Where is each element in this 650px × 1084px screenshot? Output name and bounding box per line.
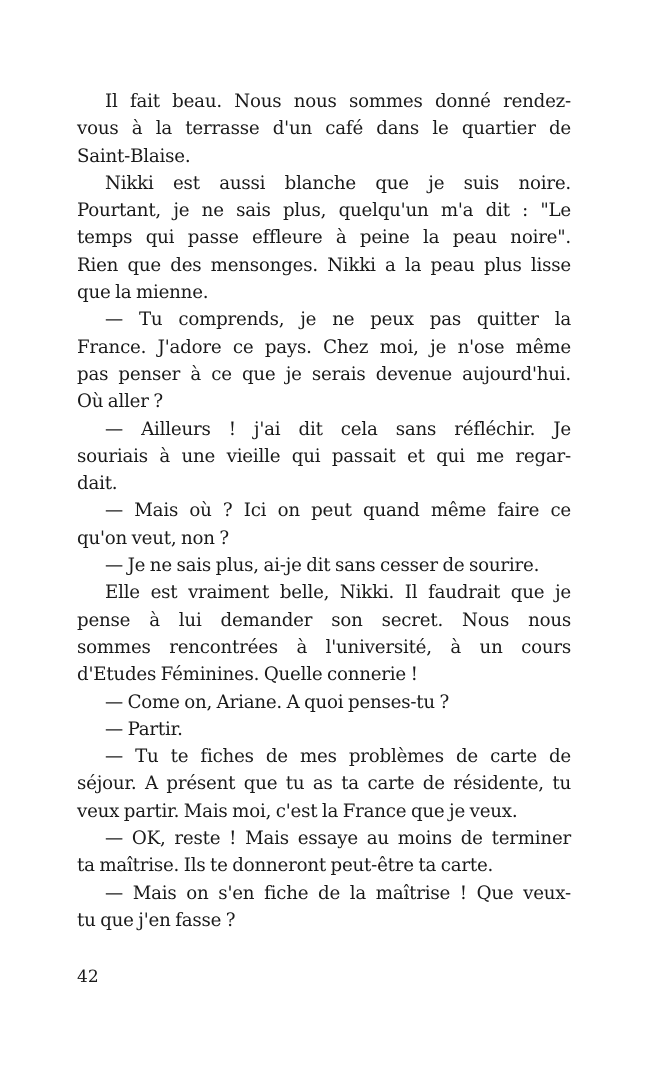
- text-line: — Mais on s'en fiche de la maîtrise ! Que veux-: [105, 882, 571, 904]
- text-line: Elle est vraiment belle, Nikki. Il faudrait que je: [105, 582, 571, 604]
- text-line: vous à la terrasse d'un café dans le quartier de: [77, 118, 571, 140]
- text-line: séjour. A présent que tu as ta carte de résidente, tu: [77, 773, 571, 795]
- text-line: d'Etudes Féminines. Quelle connerie !: [77, 664, 418, 686]
- text-line: — Tu te fiches de mes problèmes de carte de: [105, 746, 571, 768]
- text-line: que la mienne.: [77, 282, 209, 304]
- text-line: Rien que des mensonges. Nikki a la peau plus lisse: [77, 254, 571, 276]
- text-line: veux partir. Mais moi, c'est la France que je veux.: [77, 800, 518, 822]
- text-line: pense à lui demander son secret. Nous nous: [77, 609, 571, 631]
- text-line: — OK, reste ! Mais essaye au moins de terminer: [105, 828, 571, 850]
- text-line: tu que j'en fasse ?: [77, 909, 236, 931]
- text-line: — Tu comprends, je ne peux pas quitter la: [105, 309, 571, 331]
- text-line: sommes rencontrées à l'université, à un cours: [77, 636, 571, 658]
- text-line: souriais à une vieille qui passait et qui me regar-: [77, 445, 571, 467]
- text-line: — Ailleurs ! j'ai dit cela sans réfléchir. Je: [105, 418, 571, 440]
- text-line: qu'on veut, non ?: [77, 527, 229, 549]
- text-line: France. J'adore ce pays. Chez moi, je n'ose même: [77, 336, 571, 358]
- text-line: Saint-Blaise.: [77, 145, 191, 167]
- text-line: — Partir.: [105, 718, 183, 740]
- text-line: — Come on, Ariane. A quoi penses-tu ?: [105, 691, 450, 713]
- text-line: Nikki est aussi blanche que je suis noire.: [105, 172, 571, 194]
- page-number: 42: [77, 967, 99, 987]
- text-line: Il fait beau. Nous nous sommes donné rendez-: [105, 91, 571, 112]
- text-line: — Mais où ? Ici on peut quand même faire ce: [105, 500, 571, 522]
- text-line: Où aller ?: [77, 391, 163, 413]
- text-line: temps qui passe effleure à peine la peau noire".: [77, 227, 571, 249]
- text-line: pas penser à ce que je serais devenue aujourd'hui.: [77, 363, 571, 385]
- text-line: Pourtant, je ne sais plus, quelqu'un m'a dit : "Le: [77, 200, 571, 222]
- text-line: ta maîtrise. Ils te donneront peut-être ta carte.: [77, 855, 494, 877]
- page-body: [77, 88, 571, 934]
- text-line: — Je ne sais plus, ai-je dit sans cesser de sourire.: [105, 555, 540, 577]
- text-line: dait.: [77, 473, 118, 495]
